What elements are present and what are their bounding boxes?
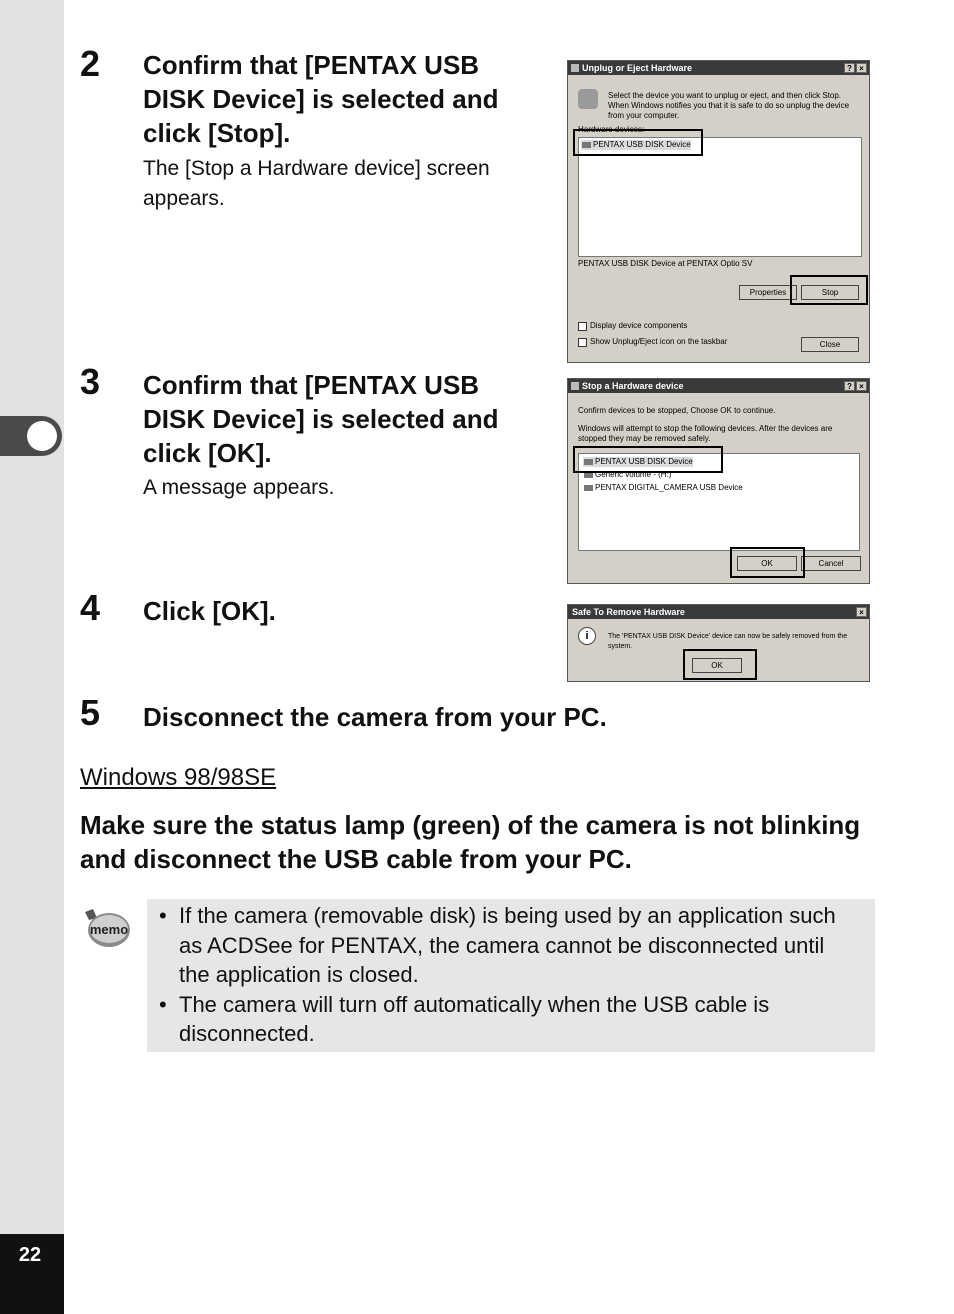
close-icon[interactable]: × xyxy=(856,607,867,617)
highlight-box xyxy=(790,275,868,305)
page-number: 22 xyxy=(18,1244,42,1266)
help-icon[interactable]: ? xyxy=(844,63,855,73)
dialog-line1: Confirm devices to be stopped, Choose OK to continue. xyxy=(578,406,776,415)
window-icon xyxy=(571,64,579,72)
section-heading: Windows 98/98SE xyxy=(80,764,277,791)
step-title: Click [OK]. xyxy=(143,596,276,626)
properties-button[interactable]: Properties xyxy=(739,285,797,300)
cancel-button[interactable]: Cancel xyxy=(801,556,861,571)
show-icon-checkbox[interactable] xyxy=(578,338,587,347)
stop-button[interactable]: Stop xyxy=(801,285,859,300)
hardware-icon xyxy=(578,89,598,109)
highlight-box xyxy=(730,547,805,578)
close-icon[interactable]: × xyxy=(856,63,867,73)
window-icon xyxy=(571,382,579,390)
memo-item: • The camera will turn off automatically when the USB cable is disconnected. xyxy=(159,990,859,1049)
chapter-tab-circle xyxy=(27,421,57,451)
list-label: Hardware devices: xyxy=(578,125,645,134)
device-info: PENTAX USB DISK Device at PENTAX Optio SV xyxy=(578,259,753,268)
step-number: 4 xyxy=(80,587,101,628)
step-number: 5 xyxy=(80,692,101,733)
dialog-title: Stop a Hardware device xyxy=(582,381,684,391)
checkbox-label: Display device components xyxy=(590,321,688,330)
highlight-box xyxy=(573,129,703,156)
dialog-message: The 'PENTAX USB DISK Device' device can now be safely removed from the system. xyxy=(608,633,848,650)
display-components-checkbox[interactable] xyxy=(578,322,587,331)
dialog-titlebar xyxy=(568,605,869,619)
dialog-titlebar xyxy=(568,379,869,393)
ok-button[interactable]: OK xyxy=(692,658,742,673)
step-title: Disconnect the camera from your PC. xyxy=(143,702,607,732)
list-item[interactable]: PENTAX USB DISK Device xyxy=(581,140,691,150)
highlight-box xyxy=(573,446,723,473)
highlight-box xyxy=(683,649,757,680)
unplug-eject-dialog xyxy=(567,60,870,363)
close-icon[interactable]: × xyxy=(856,381,867,391)
step-description: A message appears. xyxy=(143,476,335,499)
memo-icon xyxy=(83,908,131,950)
memo-icon-label: memo xyxy=(89,922,129,937)
memo-list xyxy=(159,901,859,1049)
dialog-title: Safe To Remove Hardware xyxy=(572,607,685,617)
step-title: Confirm that [PENTAX USB DISK Device] is selected and click [OK]. xyxy=(143,370,499,468)
step-number: 2 xyxy=(80,43,101,84)
help-icon[interactable]: ? xyxy=(844,381,855,391)
close-button[interactable]: Close xyxy=(801,337,859,352)
list-item[interactable]: Generic volume - (H:) xyxy=(583,470,671,480)
dialog-intro: Select the device you want to unplug or eject, and then click Stop. When Windows notifies you that it is safe to do so unplug the device from your computer. xyxy=(608,91,850,120)
checkbox-label: Show Unplug/Eject icon on the taskbar xyxy=(590,337,728,346)
step-description: The [Stop a Hardware device] screen appears. xyxy=(143,157,490,210)
step-number: 3 xyxy=(80,361,101,402)
list-item[interactable]: PENTAX DIGITAL_CAMERA USB Device xyxy=(583,483,743,493)
stop-hardware-dialog xyxy=(567,378,870,584)
side-margin-bar xyxy=(0,0,64,1314)
instruction-paragraph: Make sure the status lamp (green) of the camera is not blinking and disconnect the USB cable from your PC. xyxy=(80,810,861,874)
memo-item: • If the camera (removable disk) is being used by an application such as ACDSee for PENTAX, the camera cannot be disconnected until the application is closed. xyxy=(159,901,859,990)
dialog-title: Unplug or Eject Hardware xyxy=(582,63,693,73)
dialog-line2: Windows will attempt to stop the following devices. After the devices are stopped they may be removed safely. xyxy=(578,424,833,443)
ok-button[interactable]: OK xyxy=(737,556,797,571)
list-item[interactable]: PENTAX USB DISK Device xyxy=(583,457,693,467)
info-icon: i xyxy=(578,627,596,645)
step-title: Confirm that [PENTAX USB DISK Device] is selected and click [Stop]. xyxy=(143,50,499,148)
dialog-titlebar xyxy=(568,61,869,75)
